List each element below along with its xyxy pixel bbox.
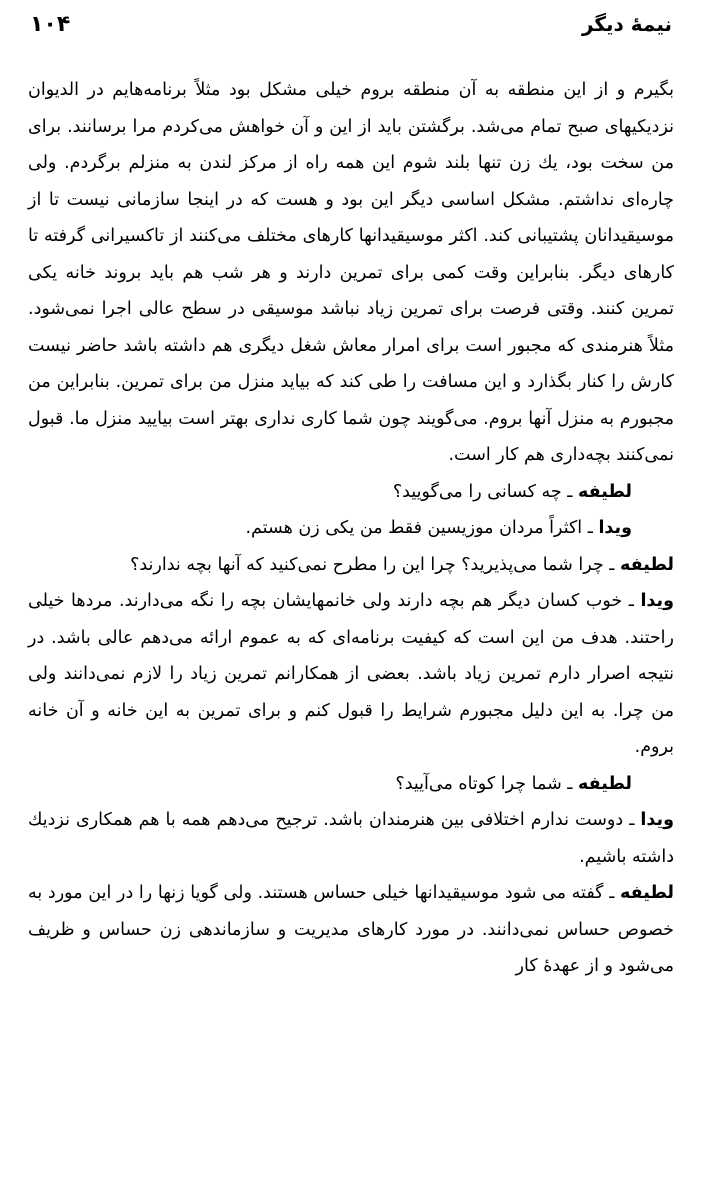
dialogue-line-7 <box>28 875 674 985</box>
speaker-name: لطیفه <box>620 554 674 575</box>
dialogue-text: ـ گفته می شود موسیقیدانها خیلی حساس هستند. ولی گویا زنها را در این مورد به خصوص حساس نمی‌دانند. در مورد کارهای مدیریت و سازماندهی زن حساس و ظریف می‌شود و از عهدهٔ کار <box>28 883 674 976</box>
dialogue-line-4 <box>28 583 674 766</box>
dialogue-line-3 <box>28 547 674 584</box>
dialogue-line-5 <box>28 766 674 803</box>
dialogue-text: ـ دوست ندارم اختلافی بین هنرمندان باشد. ترجیح می‌دهم همه با هم همکاری نزدیك داشته باشیم. <box>28 810 674 867</box>
dialogue-line-2 <box>28 510 674 547</box>
speaker-name: ویدا <box>640 591 674 611</box>
body-paragraph: بگیرم و از این منطقه به آن منطقه بروم خیلی مشکل بود مثلاً برنامه‌هایم در الدیوان نزدیکیهای صبح تمام می‌شد. برگشتن باید از این و آن خواهش می‌کردم مرا برسانند. برای من سخت بود، یك زن تنها بلند شوم این همه راه از مرکز لندن به منزلم برگردم. ولی چاره‌ای نداشتم. مشکل اساسی دیگر این بود و هست که در اینجا سازمانی نیست تا از موسیقیدانان پشتیبانی کند. اکثر موسیقیدانها کارهای مختلف می‌کنند از تاکسیرانی گرفته تا کارهای دیگر. بنابراین وقت کمی برای تمرین دارند و هر شب هم باید بروند خانه یکی تمرین کنند. وقتی فرصت برای تمرین زیاد نباشد موسیقی در سطح عالی اجرا نمی‌شود. مثلاً هنرمندی که مجبور است برای امرار معاش شغل دیگری هم داشته باشد حاضر نیست کارش را کنار بگذارد و این مسافت را طی کند که بیاید منزل من برای تمرین. بنابراین من مجبورم به منزل آنها بروم. می‌گویند چون شما کاری نداری بهتر است بیایید منزل ما. قبول نمی‌کنند بچه‌داری هم کار است. <box>28 80 674 465</box>
speaker-name: لطیفه <box>578 773 632 794</box>
speaker-name: لطیفه <box>620 883 674 903</box>
dialogue-line-1 <box>28 474 674 511</box>
speaker-name: ویدا <box>640 810 674 830</box>
page-header <box>30 8 672 48</box>
running-title: نیمهٔ دیگر <box>581 12 672 36</box>
page-number: ۱۰۴ <box>30 12 71 37</box>
dialogue-text: ـ اکثراً مردان موزیسین فقط من یکی زن هستم. <box>245 518 593 538</box>
dialogue-text: ـ شما چرا کوتاه می‌آیید؟ <box>395 773 573 794</box>
page-body <box>28 72 674 985</box>
speaker-name: ویدا <box>598 518 632 538</box>
dialogue-line-6 <box>28 802 674 875</box>
dialogue-text: ـ چه کسانی را می‌گویید؟ <box>392 481 573 502</box>
dialogue-text: ـ چرا شما می‌پذیرید؟ چرا این را مطرح نمی‌کنید که آنها بچه ندارند؟ <box>130 554 615 575</box>
speaker-name: لطیفه <box>578 481 632 502</box>
dialogue-text: ـ خوب کسان دیگر هم بچه دارند ولی خانمهایشان بچه را نگه می‌دارند. مردها خیلی راحتند. هدف من این است که کیفیت برنامه‌ای که به عموم ارائه می‌دهم عالی باشد. در نتیجه اصرار دارم تمرین زیاد باشد. بعضی از همکارانم تمرین زیاد را لازم نمی‌دانند ولی من چرا. به این دلیل مجبورم شرایط را قبول کنم و برای تمرین به این خانه و آن خانه بروم. <box>28 591 674 757</box>
